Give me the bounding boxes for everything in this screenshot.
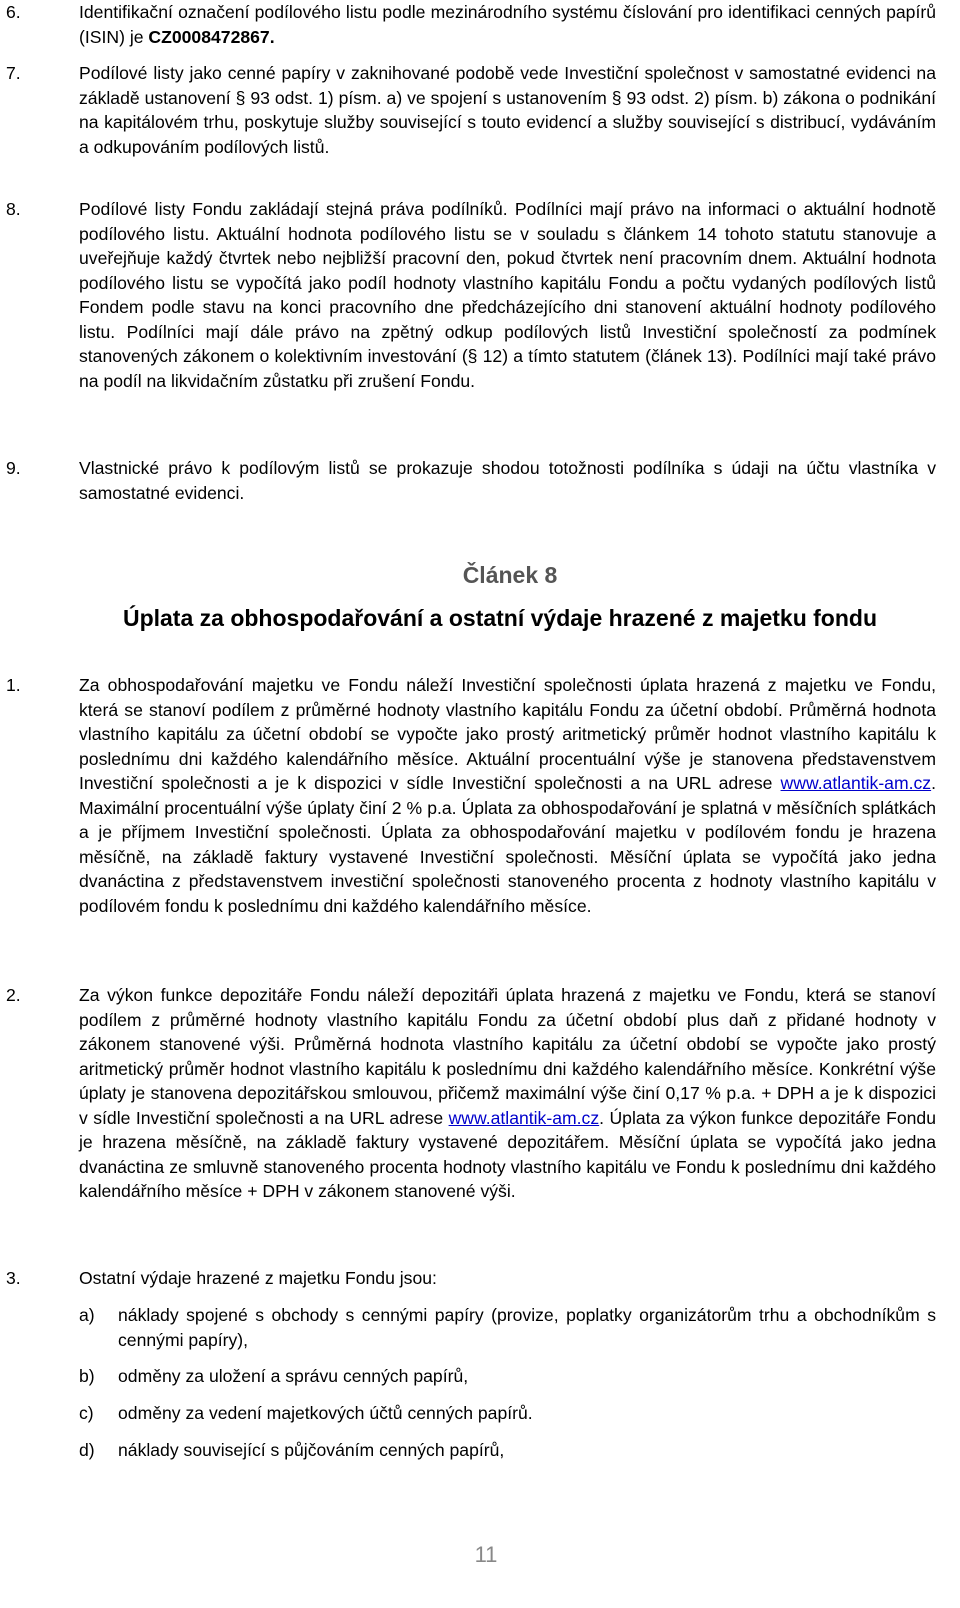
website-link[interactable]: www.atlantik-am.cz: [780, 773, 932, 793]
sub-list-item: [0, 1303, 960, 1352]
list-item: [0, 673, 960, 918]
item-text: Ostatní výdaje hrazené z majetku Fondu jsou:: [79, 1268, 437, 1288]
item-text: Vlastnické právo k podílovým listů se prokazuje shodou totožnosti podílníka s údaji na účtu vlastníka v samostatné evidenci.: [79, 458, 936, 503]
list-item: [0, 61, 960, 159]
item-text-cont: . Úplata za výkon funkce depozitáře Fondu je hrazena měsíčně, na základě faktury vystavené depozitářem. Měsíční úplata se vypočítá jako jedna dvanáctina ze smluvně stanoveného procenta hodnoty vlastního kapitálu ve Fondu k poslednímu dni každého kalendářního měsíce + DPH v zákonem stanovené výši.: [79, 1107, 936, 1201]
sub-item-letter: d): [79, 1440, 95, 1460]
article-title: Úplata za obhospodařování a ostatní výdaje hrazené z majetku fondu: [122, 605, 878, 631]
item-number: 9.: [6, 458, 21, 478]
sub-list-item: [0, 1364, 960, 1389]
item-text-cont: . Maximální procentuální výše úplaty činí 2 % p.a. Úplata za obhospodařování je splatná v měsíčních splátkách a je příjmem Investiční společnosti. Úplata za obhospodařování majetku v podílovém fondu je hrazena měsíčně, na základě faktury vystavené Investiční společnosti. Měsíční úplata se vypočítá jako jedna dvanáctina z představenstvem investiční společnosti stanoveného procenta z hodnoty vlastního kapitálu v podílovém fondu k poslednímu dni každého kalendářního měsíce.: [79, 773, 936, 916]
item-text: Podílové listy Fondu zakládají stejná práva podílníků. Podílníci mají právo na informaci o aktuální hodnotě podílového listu. Aktuální hodnota podílového listu se v souladu s článkem 14 tohoto statutu stanovuje a uveřejňuje každý čtvrtek nebo nejbližší pracovní den, pokud čtvrtek není pracovním dnem. Aktuální hodnota podílového listu se vypočítá jako podíl hodnoty vlastního kapitálu Fondu a počtu vydaných podílových listů Fondem podle stavu na konci pracovního dne předcházejícího dni stanovení aktuální hodnoty podílového listu. Podílníci mají dále právo na zpětný odkup podílových listů Investiční společností za podmínek stanovených zákonem o kolektivním investování (§ 12) a tímto statutem (článek 13). Podílníci mají také právo na podíl na likvidačním zůstatku při zrušení Fondu.: [79, 199, 936, 391]
sub-item-letter: b): [79, 1366, 95, 1386]
isin-code: CZ0008472867.: [148, 26, 275, 47]
item-number: 1.: [6, 675, 21, 695]
item-number: 3.: [6, 1268, 21, 1288]
item-text: Podílové listy jako cenné papíry v zaknihované podobě vede Investiční společnost v samostatné evidenci na základě ustanovení § 93 odst. 1) písm. a) ve spojení s ustanovením § 93 odst. 2) písm. b) zákona o podnikání na kapitálovém trhu, poskytuje služby související s touto evidencí a služby související s distribucí, vydáváním a odkupováním podílových listů.: [79, 63, 936, 157]
sub-item-letter: a): [79, 1305, 95, 1325]
website-link[interactable]: www.atlantik-am.cz: [448, 1107, 600, 1128]
page-number: 11: [474, 1542, 498, 1567]
sub-item-text: náklady související s půjčováním cenných papírů,: [118, 1440, 505, 1460]
list-item: [0, 983, 960, 1204]
item-number: 2.: [6, 985, 21, 1005]
sub-list-item: [0, 1438, 960, 1463]
item-text: Za obhospodařování majetku ve Fondu náleží Investiční společnosti úplata hrazená z majetku ve Fondu, která se stanoví podílem z průměrné hodnoty vlastního kapitálu Fondu za účetní období. Průměrná hodnota vlastního kapitálu za účetní období se vypočte jako prostý aritmetický průměr hodnot vlastního kapitálu k poslednímu dni každého kalendářního měsíce. Aktuální procentuální výše je stanovena představenstvem Investiční společnosti a je k dispozici v sídle Investiční společnosti a na URL adrese: [79, 675, 936, 793]
item-text: Za výkon funkce depozitáře Fondu náleží depozitáři úplata hrazená z majetku ve Fondu, která se stanoví podílem z průměrné hodnoty vlastního kapitálu Fondu za účetní období plus daň z přidané hodnoty v zákonem stanovené výši. Průměrná hodnota vlastního kapitálu za účetní období se vypočte jako prostý aritmetický průměr hodnot vlastního kapitálu k poslednímu dni každého kalendářního měsíce. Konkrétní výše úplaty je stanovena depozitářskou smlouvou, přičemž maximální výše činí 0,17 % p.a. + DPH a je k dispozici v sídle Investiční společnosti a na URL adrese: [79, 985, 936, 1128]
article-number: Článek 8: [462, 562, 558, 588]
sub-item-text: náklady spojené s obchody s cennými papíry (provize, poplatky organizátorům trhu a obchodníkům s cennými papíry),: [118, 1305, 936, 1350]
item-text: Identifikační označení podílového listu podle mezinárodního systému číslování pro identifikaci cenných papírů (ISIN) je: [79, 2, 936, 47]
item-number: 7.: [6, 63, 21, 83]
item-number: 8.: [6, 199, 21, 219]
list-item: [0, 456, 960, 505]
sub-list-item: [0, 1401, 960, 1426]
list-item: [0, 1266, 960, 1291]
list-item: [0, 0, 960, 49]
item-number: 6.: [6, 2, 21, 22]
sub-item-letter: c): [79, 1403, 94, 1423]
list-item: [0, 197, 960, 393]
sub-item-text: odměny za uložení a správu cenných papírů,: [118, 1366, 469, 1386]
sub-item-text: odměny za vedení majetkových účtů cenných papírů.: [118, 1403, 533, 1423]
